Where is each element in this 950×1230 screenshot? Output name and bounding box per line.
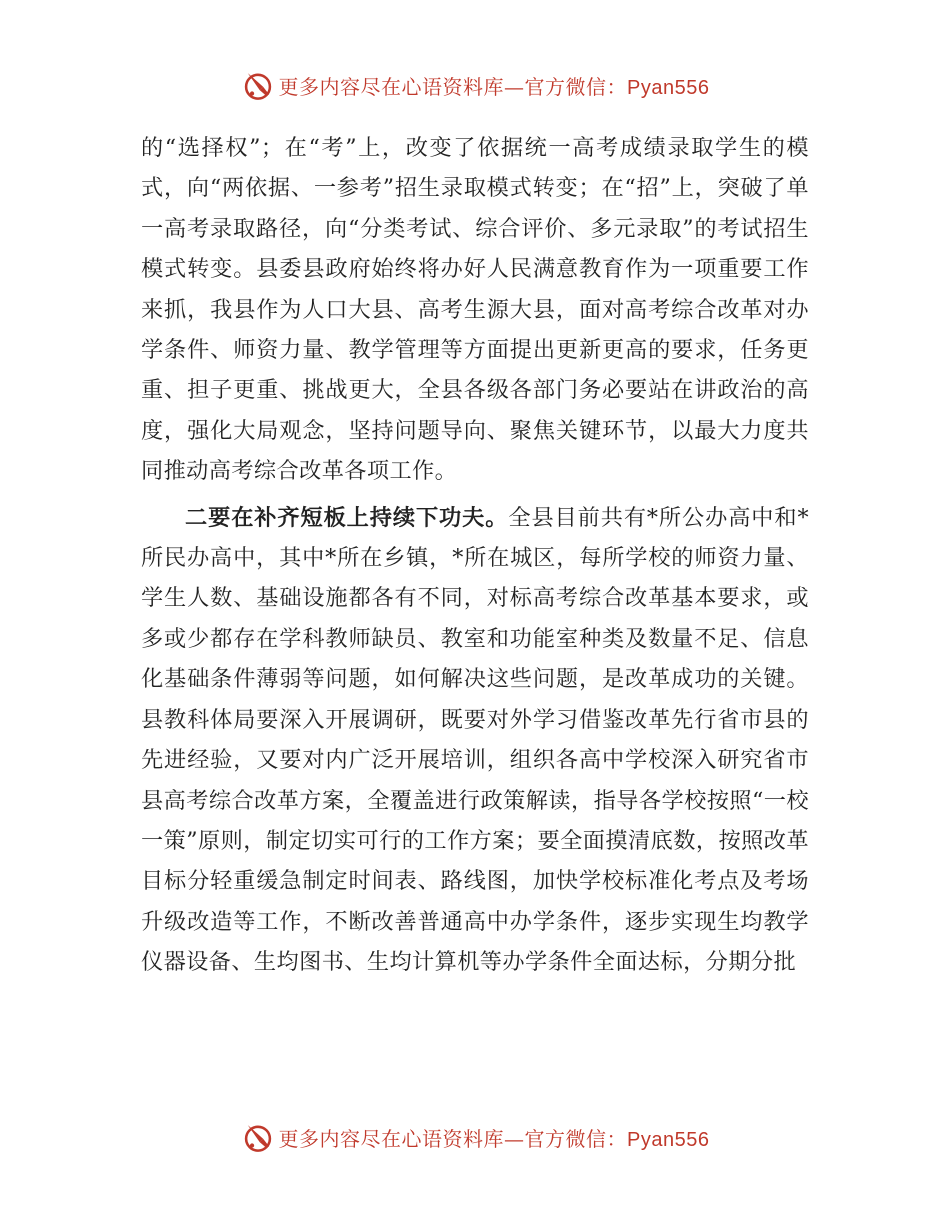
header-banner-tail: 官方微信：: [524, 74, 628, 99]
header-banner: [241, 68, 710, 102]
footer-banner-lead: 更多内容尽在心语资料库—: [278, 1126, 525, 1151]
page-header: [0, 68, 950, 102]
paragraph-1: 的“选择权”；在“考”上，改变了依据统一高考成绩录取学生的模式，向“两依据、一参考”招生录取模式转变；在“招”上，突破了单一高考录取路径，向“分类考试、综合评价、多元录取”的考试招生模式转变。县委县政府始终将办好人民满意教育作为一项重要工作来抓，我县作为人口大县、高考生源大县，面对高考综合改革对办学条件、师资力量、教学管理等方面提出更新更高的要求，任务更重、担子更重、挑战更大，全县各级各部门务必要站在讲政治的高度，强化大局观念，坚持问题导向、聚焦关键环节，以最大力度共同推动高考综合改革各项工作。: [141, 135, 809, 485]
header-banner-text: [279, 71, 710, 100]
footer-banner-text: [279, 1123, 710, 1152]
header-banner-handle: Pyan556: [627, 76, 710, 99]
document-body: [141, 128, 809, 983]
paragraph-2-heading: 二要在补齐短板上持续下功夫。: [185, 504, 509, 531]
pen-nib-logo-icon: [241, 68, 275, 102]
header-banner-lead: 更多内容尽在心语资料库—: [278, 74, 525, 99]
pen-nib-logo-icon: [241, 1120, 275, 1154]
page-footer: [0, 1120, 950, 1154]
paragraph-2-text: 全县目前共有*所公办高中和*所民办高中，其中*所在乡镇，*所在城区，每所学校的师资力量、学生人数、基础设施都各有不同，对标高考综合改革基本要求，或多或少都存在学科教师缺员、教室和功能室种类及数量不足、信息化基础条件薄弱等问题，如何解决这些问题，是改革成功的关键。县教科体局要深入开展调研，既要对外学习借鉴改革先行省市县的先进经验，又要对内广泛开展培训，组织各高中学校深入研究省市县高考综合改革方案，全覆盖进行政策解读，指导各学校按照“一校一策”原则，制定切实可行的工作方案；要全面摸清底数，按照改革目标分轻重缓急制定时间表、路线图，加快学校标准化考点及考场升级改造等工作，不断改善普通高中办学条件，逐步实现生均教学仪器设备、生均图书、生均计算机等办学条件全面达标，分期分批: [141, 504, 809, 976]
paragraph-2: [141, 498, 809, 983]
footer-banner: [241, 1120, 710, 1154]
footer-banner-handle: Pyan556: [627, 1128, 710, 1151]
footer-banner-tail: 官方微信：: [524, 1126, 628, 1151]
